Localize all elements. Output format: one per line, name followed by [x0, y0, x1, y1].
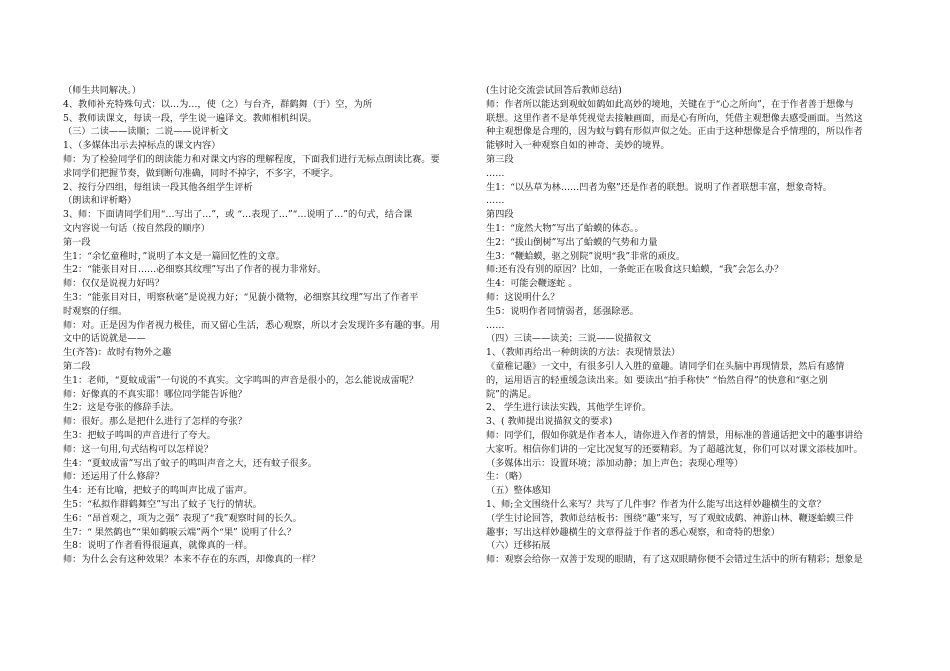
text-line: 生2：“能张目对日……必细察其纹理”写出了作者的视力非常好。: [63, 264, 327, 276]
text-line: 生1：老师，“夏蚊成雷”一句说的不真实。文字鸣叫的声音是很小的，怎么能说成雷呢？: [63, 374, 419, 386]
left-column: [63, 84, 467, 567]
text-line: 文中的话说就是——: [63, 333, 146, 345]
text-line: 1、师;全文围绕什么来写？共写了几件事？作者为什么能写出这样妙趣横生的文章？: [486, 498, 826, 510]
text-line: 1、（教师再给出一种朗读的方法：表现情景法）: [486, 347, 681, 359]
text-line: 生3：“能张目对日，明察秋毫”是说视力好；“见藐小微物，必细察其纹理”写出了作者平: [63, 291, 419, 303]
text-line: 第四段: [486, 209, 514, 221]
text-line: （四）三读——读美；三说——说描叙文: [486, 333, 652, 345]
text-line: 师：好像真的不真实耶！哪位同学能告诉他？: [63, 388, 247, 400]
text-line: （六）迁移拓展: [486, 540, 551, 552]
text-line: 能够时入一种观察自如的神奇、美妙的境界。: [486, 140, 670, 152]
text-line: 师：观察会给你一双善于发现的眼睛，有了这双眼睛你便不会错过生活中的所有精彩；想象是: [486, 554, 863, 566]
text-line: 时观察的仔细。: [63, 305, 128, 317]
text-line: 师：这一句用,句式结构可以怎样说？: [63, 443, 213, 455]
text-line: 生8：说明了作者看得很逼真，就像真的一样。: [63, 540, 253, 552]
text-line: （朗读和评析略）: [63, 195, 137, 207]
text-line: 3、( 教师提出说描叙文的要求): [486, 416, 613, 428]
text-line: 生3：“鞭蛤蟆，驱之别院”说明“我”非常的顽皮。: [486, 250, 686, 262]
text-line: 生3：把蚊子鸣叫的声音进行了夸大。: [63, 429, 216, 441]
text-line: （师生共同解决。）: [63, 85, 142, 96]
text-line: 生4：可能会鞭逐蛇 。: [486, 278, 578, 290]
text-line: 1、（多媒体出示去掉标点的课文内容）: [63, 140, 221, 152]
text-line: 师：还运用了什么修辞？: [63, 471, 165, 483]
text-line: 师：这说明什么？: [486, 291, 560, 303]
text-line: （三）二读——读顺；二说——说评析文: [63, 126, 229, 138]
text-line: 的，运用语言的轻重缓急读出来。如 要读出“拍手称快” “怡然自得”的快意和“驱之别: [486, 374, 828, 386]
text-line: 趣事；写出这样妙趣横生的文章得益于作者的悉心观察，和奇特的想象）: [486, 526, 780, 538]
text-line: 师：为什么会有这种效果？本来不存在的东西，却像真的一样？: [63, 554, 321, 566]
text-line: 生2：这是夸张的修辞手法。: [63, 402, 180, 414]
text-line: 3、师：下面请同学们用“…写出了…”，或 “…表现了…”“…说明了…”的句式，结合课: [63, 209, 413, 221]
text-line: 师：作者所以能达到观蚊如鹤如此高妙的境地，关键在于“心之所向”，在于作者善于想像与: [486, 98, 854, 110]
text-line: 大家听。相信你们讲的一定比况复写的还要精彩。为了超越沈复，你们可以对课文添枝加叶。: [486, 443, 863, 455]
text-line: 5、教师读课文，每读一段，学生说一遍译文。教师相机纠误。: [63, 112, 317, 124]
text-line: 生1：“庞然大物”写出了蛤蟆的体态。。: [486, 222, 644, 234]
text-line: 师：为了检验同学们的朗读能力和对课文内容的理解程度，下面我们进行无标点朗读比赛。要: [63, 153, 440, 165]
text-line: 院”的满足。: [486, 388, 537, 400]
text-line: ……: [486, 167, 505, 179]
text-line: 师：仅仅是说视力好吗？: [63, 278, 165, 290]
text-line: （五）整体感知: [486, 485, 551, 497]
text-line: 生4：还有比喻，把蚊子的鸣叫声比成了雷声。: [63, 485, 253, 497]
text-line: 2、 学生进行读法实践，其他学生评价。: [486, 402, 651, 414]
text-line: 生5：说明作者同情弱者，惩强除恶。: [486, 305, 639, 317]
text-line: 第三段: [486, 153, 514, 165]
text-line: 生1：“以丛草为林……凹者为壑”还是作者的联想。说明了作者联想丰富，想象奇特。: [486, 181, 832, 193]
text-line: ……: [486, 319, 505, 331]
right-column: [486, 84, 890, 567]
text-line: 生2：“拔山倒树”写出了蛤蟆的气势和力量: [486, 236, 658, 248]
text-line: 师:还有没有别的原因？比如，一条蛇正在吸食这只蛤蟆，“我”会怎么办？: [486, 264, 784, 276]
text-line: （学生讨论回答，教师总结板书：围绕“趣”来写，写了观蚊成鹤、神游山林、鞭逐蛤蟆三件: [486, 512, 854, 524]
text-line: 师：同学们，假如你就是作者本人，请你进入作者的情景，用标准的普通话把文中的趣事讲给: [486, 429, 863, 441]
text-line: 联想。这里作者不是单凭视觉去接触画面，而是心有所向，凭借主观想像去感受画面。当然这: [486, 112, 863, 124]
text-line: (生讨论交流尝试回答后教师总结): [486, 85, 622, 96]
text-line: 师：很好。那么是把什么进行了怎样的夸张？: [63, 416, 247, 428]
text-line: （多媒体出示：设置环境；添加动静；加上声色；表现心理等）: [486, 457, 744, 469]
text-line: 生6：“昂首观之，项为之强” 表现了“我”观察时间的长久。: [63, 512, 302, 524]
text-line: 第二段: [63, 360, 91, 372]
text-line: 师：对。正是因为作者视力极佳，而又留心生活，悉心观察，所以才会发现许多有趣的事。用: [63, 319, 440, 331]
text-line: ……: [486, 195, 505, 207]
text-line: 生5：“私拟作群鹤舞空”写出了蚊子飞行的情状。: [63, 498, 262, 510]
text-line: 生1：“余忆童稚时，”说明了本文是一篇回忆性的文章。: [63, 250, 285, 262]
text-line: 4、教师补充特殊句式：以…为…，使（之）与台齐，群鹤舞（于）空，为所: [63, 98, 373, 110]
text-line: 第一段: [63, 236, 91, 248]
text-line: 2、按行分四组，每组读一段其他各组学生评析: [63, 181, 253, 193]
text-line: 生4：“夏蚊成雷”写出了蚊子的鸣叫声音之大，还有蚊子很多。: [63, 457, 318, 469]
text-line: 种主观想像是合理的，因为蚊与鹤有形似声似之处。正由于这种想像是合乎情理的，所以作者: [486, 126, 863, 138]
text-line: 文内容说一句话（按自然段的顺序）: [63, 222, 210, 234]
text-line: 《童稚记趣》一文中，有很多引人入胜的童趣。请同学们在头脑中再现情景，然后有感情: [486, 360, 845, 372]
text-line: 生7：“ 果然鹤也”“果如鹤唳云端”两个“果” 说明了什么？: [63, 526, 296, 538]
text-line: 求同学们把握节奏，做到断句准确，同时不掉字，不多字，不哽字。: [63, 167, 339, 179]
text-line: 生：（略）: [486, 471, 528, 483]
text-line: 生(齐答)：故时有物外之趣: [63, 347, 172, 359]
